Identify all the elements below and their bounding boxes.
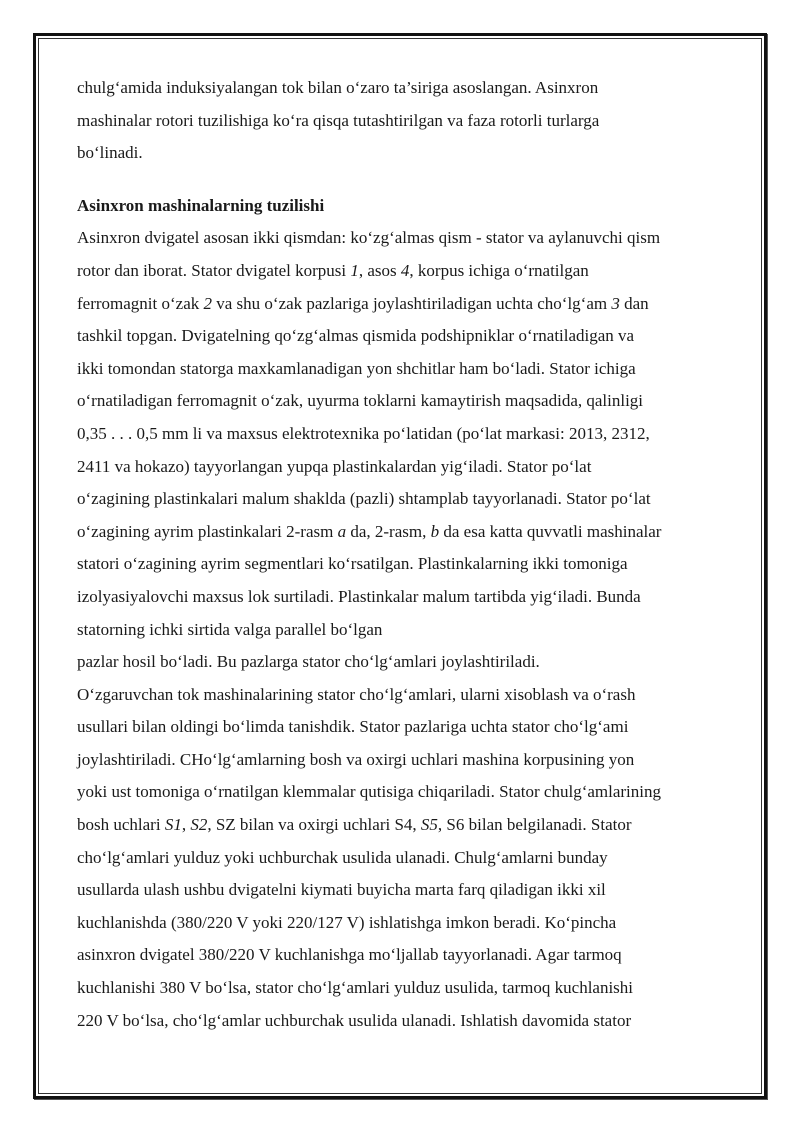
text-line: usullari bilan oldingi bo‘limda tanishdik. Stator pazlariga uchta stator cho‘lg‘ami (77, 717, 629, 737)
text-line: cho‘lg‘amlari yulduz yoki uchburchak usulida ulanadi. Chulg‘amlarni bunday (77, 847, 608, 867)
intro-paragraph (77, 72, 737, 170)
text-line: pazlar hosil bo‘ladi. Bu pazlarga stator cho‘lg‘amlari joylashtiriladi. (77, 652, 540, 672)
text-line: yoki ust tomoniga o‘rnatilgan klemmalar qutisiga chiqariladi. Stator chulg‘amlarining (77, 782, 662, 802)
text-line: mashinalar rotori tuzilishiga ko‘ra qisqa tutashtirilgan va faza rotorli turlarga (77, 110, 600, 130)
text-line: o‘zagining plastinkalari malum shaklda (pazli) shtamplab tayyorlanadi. Stator po‘lat (77, 489, 651, 509)
text-line: asinxron dvigatel 380/220 V kuchlanishga mo‘ljallab tayyorlanadi. Agar tarmoq (77, 945, 622, 965)
text-line: o‘zagining ayrim plastinkalari 2-rasm a da, 2-rasm, b da esa katta quvvatli mashinalar (77, 521, 662, 541)
text-line: tashkil topgan. Dvigatelning qo‘zg‘almas qismida podshipniklar o‘rnatiladigan va (77, 326, 635, 346)
text-line: ikki tomondan statorga maxkamlanadigan yon shchitlar ham bo‘ladi. Stator ichiga (77, 358, 636, 378)
text-line: izolyasiyalovchi maxsus lok surtiladi. Plastinkalar malum tartibda yig‘iladi. Bunda (77, 586, 641, 606)
text-line: 220 V bo‘lsa, cho‘lg‘amlar uchburchak usulida ulanadi. Ishlatish davomida stator (77, 1010, 632, 1030)
text-line: bo‘linadi. (77, 143, 143, 163)
text-line: usullarda ulash ushbu dvigatelni kiymati buyicha marta farq qiladigan ikki xil (77, 880, 606, 900)
section-body (77, 222, 737, 1037)
text-line: Asinxron dvigatel asosan ikki qismdan: ko‘zg‘almas qism - stator va aylanuvchi qism (77, 228, 661, 248)
section-heading: Asinxron mashinalarning tuzilishi (77, 195, 325, 215)
document-body (77, 72, 737, 1037)
text-line: statorning ichki sirtida valga parallel bo‘lgan (77, 619, 383, 639)
text-line: statori o‘zagining ayrim segmentlari ko‘rsatilgan. Plastinkalarning ikki tomoniga (77, 554, 628, 574)
text-line: chulg‘amida induksiyalangan tok bilan o‘zaro ta’siriga asoslangan. Asinxron (77, 78, 599, 97)
text-line: o‘rnatiladigan ferromagnit o‘zak, uyurma toklarni kamaytirish maqsadida, qalinligi (77, 391, 644, 411)
text-line: kuchlanishda (380/220 V yoki 220/127 V) ishlatishga imkon beradi. Ko‘pincha (77, 912, 617, 932)
text-line: bosh uchlari S1, S2, SZ bilan va oxirgi uchlari S4, S5, S6 bilan belgilanadi. Stator (77, 815, 632, 835)
text-line: rotor dan iborat. Stator dvigatel korpusi 1, asos 4, korpus ichiga o‘rnatilgan (77, 260, 589, 280)
section-gap (77, 170, 737, 190)
text-line: joylashtiriladi. CHo‘lg‘amlarning bosh va oxirgi uchlari mashina korpusining yon (77, 749, 635, 769)
text-line: 2411 va hokazo) tayyorlangan yupqa plastinkalardan yig‘iladi. Stator po‘lat (77, 456, 592, 476)
text-line: ferromagnit o‘zak 2 va shu o‘zak pazlariga joylashtiriladigan uchta cho‘lg‘am 3 dan (77, 293, 649, 313)
text-line: kuchlanishi 380 V bo‘lsa, stator cho‘lg‘amlari yulduz usulida, tarmoq kuchlanishi (77, 978, 634, 998)
text-line: 0,35 . . . 0,5 mm li va maxsus elektrotexnika po‘latidan (po‘lat markasi: 2013, 2312, (77, 423, 650, 443)
text-line: O‘zgaruvchan tok mashinalarining stator cho‘lg‘amlari, ularni xisoblash va o‘rash (77, 684, 636, 704)
